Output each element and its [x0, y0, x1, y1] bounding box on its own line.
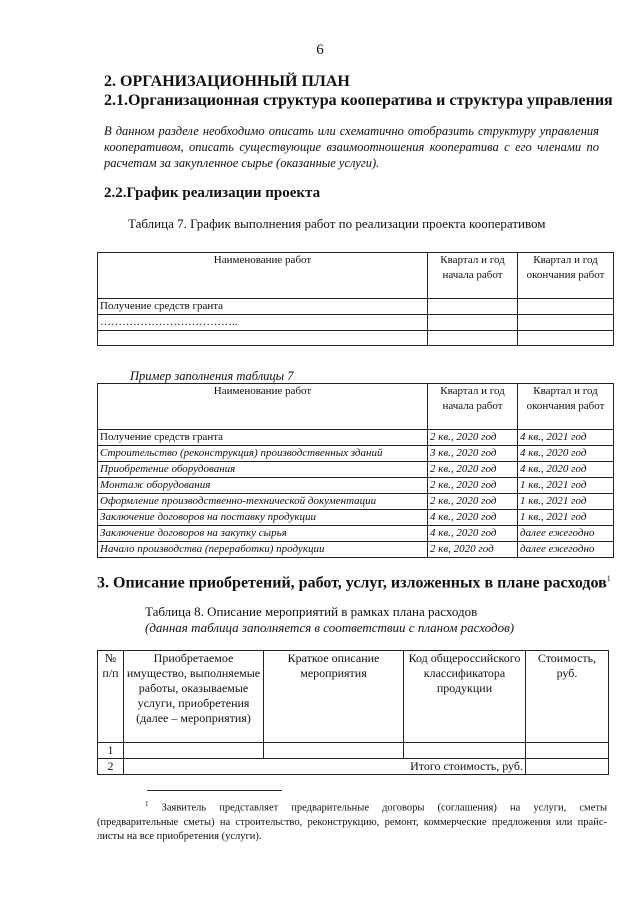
- table-cell: 3 кв., 2020 год: [428, 446, 518, 462]
- table-cell: далее ежегодно: [518, 526, 614, 542]
- section-2-1-heading: 2.1.Организационная структура кооператива и структура управления: [104, 92, 613, 109]
- table-8-header-code: Код общероссийского классификатора продукции: [404, 651, 526, 743]
- section-3-heading-text: 3. Описание приобретений, работ, услуг, изложенных в плане расходов: [97, 574, 607, 592]
- table-cell: далее ежегодно: [518, 542, 614, 558]
- table-8: [97, 650, 609, 775]
- page-number: 6: [316, 42, 324, 58]
- table-row: [98, 315, 614, 331]
- table-cell: [518, 331, 614, 346]
- table-cell: 1 кв., 2021 год: [518, 494, 614, 510]
- section-3-heading: [97, 574, 611, 592]
- table-7-header-start: Квартал и год начала работ: [428, 253, 518, 299]
- table-cell: [428, 315, 518, 331]
- table-cell: [404, 743, 526, 759]
- table-7-header-end: Квартал и год окончания работ: [518, 253, 614, 299]
- table-cell: [428, 299, 518, 315]
- table-cell: [526, 743, 609, 759]
- table-row: [98, 430, 614, 446]
- table-8-subcaption: (данная таблица заполняется в соответствии с планом расходов): [145, 620, 515, 635]
- table-7-example-header-start: Квартал и год начала работ: [428, 384, 518, 430]
- table-cell: Получение средств гранта: [98, 430, 428, 446]
- table-7-example-caption: Пример заполнения таблицы 7: [130, 369, 294, 383]
- section-2-heading: 2. ОРГАНИЗАЦИОННЫЙ ПЛАН: [104, 73, 350, 90]
- table-cell: 2 кв., 2020 год: [428, 462, 518, 478]
- table-cell: Строительство (реконструкция) производственных зданий: [98, 446, 428, 462]
- table-row: [98, 494, 614, 510]
- table-row: [98, 331, 614, 346]
- table-8-header-cost: Стоимость, руб.: [526, 651, 609, 743]
- table-cell: 1 кв., 2021 год: [518, 478, 614, 494]
- table-row: [98, 743, 609, 759]
- table-row: [98, 299, 614, 315]
- table-cell: [124, 743, 264, 759]
- table-7-caption: Таблица 7. График выполнения работ по реализации проекта кооперативом: [128, 216, 546, 231]
- section-2-1-intro: В данном разделе необходимо описать или схематично отобразить структуру управления кооперативом, описать существующие взаимоотношения кооператива с его членами по расчетам за закупленное сырье (оказанные услуги).: [104, 124, 599, 170]
- table-cell: 2 кв., 2020 год: [428, 430, 518, 446]
- table-8-total-label: Итого стоимость, руб.: [124, 759, 526, 775]
- table-cell: 1: [98, 743, 124, 759]
- table-cell: Получение средств гранта: [98, 299, 428, 315]
- table-cell: Заключение договоров на поставку продукции: [98, 510, 428, 526]
- table-cell: [264, 743, 404, 759]
- table-cell: 2: [98, 759, 124, 775]
- table-cell: Оформление производственно-технической документации: [98, 494, 428, 510]
- table-cell: 4 кв., 2021 год: [518, 430, 614, 446]
- table-8-caption: Таблица 8. Описание мероприятий в рамках плана расходов: [145, 604, 478, 619]
- table-7-header-name: Наименование работ: [98, 253, 428, 299]
- footnote-separator: [147, 790, 282, 791]
- table-cell: [526, 759, 609, 775]
- footnote-mark: 1: [145, 800, 149, 808]
- table-7-example: [97, 383, 614, 558]
- table-cell: Приобретение оборудования: [98, 462, 428, 478]
- table-row: [98, 462, 614, 478]
- table-7-example-header-name: Наименование работ: [98, 384, 428, 430]
- section-2-2-heading: 2.2.График реализации проекта: [104, 185, 321, 201]
- table-cell: [518, 299, 614, 315]
- table-8-header-description: Краткое описание мероприятия: [264, 651, 404, 743]
- table-cell: [98, 331, 428, 346]
- table-cell: 4 кв., 2020 год: [428, 510, 518, 526]
- table-row: [98, 759, 609, 775]
- table-cell: Заключение договоров на закупку сырья: [98, 526, 428, 542]
- table-row: [98, 542, 614, 558]
- footnote: [97, 797, 607, 844]
- table-8-header-num: № п/п: [98, 651, 124, 743]
- table-cell: Монтаж оборудования: [98, 478, 428, 494]
- table-8-header-item: Приобретаемое имущество, выполняемые работы, оказываемые услуги, приобретения (далее – мероприятия): [124, 651, 264, 743]
- table-row: [98, 478, 614, 494]
- table-cell: ………………………………..: [98, 315, 428, 331]
- table-row: [98, 446, 614, 462]
- table-cell: 2 кв., 2020 год: [428, 494, 518, 510]
- table-cell: 2 кв, 2020 год: [428, 542, 518, 558]
- table-cell: [518, 315, 614, 331]
- table-cell: [428, 331, 518, 346]
- table-cell: Начало производства (переработки) продукции: [98, 542, 428, 558]
- table-row: [98, 526, 614, 542]
- table-cell: 4 кв., 2020 год: [428, 526, 518, 542]
- footnote-text: Заявитель представляет предварительные договоры (соглашения) на услуги, сметы (предварительные сметы) на строительство, реконструкцию, ремонт, коммерческие предложения или прайс-листы на все приобретения (услуги).: [97, 802, 608, 842]
- table-cell: 2 кв., 2020 год: [428, 478, 518, 494]
- table-cell: 4 кв., 2020 год: [518, 462, 614, 478]
- table-cell: 4 кв., 2020 год: [518, 446, 614, 462]
- table-row: [98, 510, 614, 526]
- table-7: [97, 252, 614, 346]
- table-cell: 1 кв., 2021 год: [518, 510, 614, 526]
- footnote-reference: 1: [606, 574, 611, 583]
- table-7-example-header-end: Квартал и год окончания работ: [518, 384, 614, 430]
